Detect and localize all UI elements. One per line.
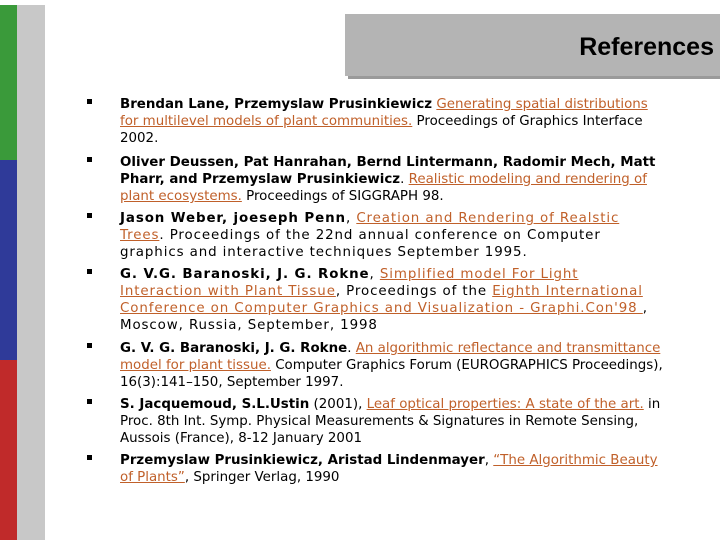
reference-authors: Przemyslaw Prusinkiewicz, Aristad Lindenmayer [120,453,485,468]
reference-details: Proceedings of SIGGRAPH 98. [241,189,444,204]
bullet-icon [87,213,92,218]
reference-text [120,266,665,334]
reference-details: Proceedings of Graphics Interface 2002. [120,114,643,146]
bullet-icon [87,269,92,274]
reference-title-link[interactable]: Simplified model For Light Interaction with Plant Tissue [120,267,579,299]
reference-authors: Oliver Deussen, Pat Hanrahan, Bernd Lintermann, Radomir Mech, Matt Pharr, and Przemyslaw Prusinkiewicz [120,155,656,187]
reference-details: in Proc. 8th Int. Symp. Physical Measurements & Signatures in Remote Sensing, Aussois (France), 8-12 January 2001 [120,397,661,446]
reference-title-link[interactable]: “The Algorithmic Beauty of Plants” [120,453,658,485]
reference-details: , Springer Verlag, 1990 [184,470,340,485]
reference-text [120,340,665,391]
reference-details: , Moscow, Russia, September, 1998 [120,301,648,333]
reference-separator: , [484,453,494,468]
reference-text [120,210,665,261]
title-banner [345,14,720,76]
reference-authors: G. V.G. Baranoski, J. G. Rokne [120,267,370,282]
slide-title: References [579,33,714,61]
reference-authors: S. Jacquemoud, S.L.Ustin [120,397,310,412]
reference-authors: G. V. G. Baranoski, J. G. Rokne [120,341,348,356]
bullet-icon [87,399,92,404]
reference-text [120,154,665,205]
reference-text [120,396,665,447]
accent-bar-red [0,360,17,540]
reference-separator: , [369,267,380,282]
conference-link[interactable]: Eighth International Conference on Computer Graphics and Visualization - Graphi.Con'98 [120,284,643,316]
accent-bar-gray [17,5,45,540]
reference-authors: Brendan Lane, Przemyslaw Prusinkiewicz [120,97,433,112]
reference-title-link[interactable]: Leaf optical properties: A state of the art. [366,397,644,412]
bullet-icon [87,99,92,104]
reference-details: Computer Graphics Forum (EUROGRAPHICS Proceedings), 16(3):141–150, September 1997. [120,358,663,390]
accent-bar-blue [0,160,17,360]
reference-title-link[interactable]: Realistic modeling and rendering of plant ecosystems. [120,172,647,204]
bullet-icon [87,455,92,460]
reference-separator: (2001), [309,397,367,412]
reference-title-link[interactable]: An algorithmic reflectance and transmittance model for plant tissue. [120,341,661,373]
reference-title-link[interactable]: Creation and Rendering of Realstic Trees [120,211,620,243]
bullet-icon [87,157,92,162]
accent-bar-green [0,5,17,160]
reference-authors: Jason Weber, joeseph Penn [120,211,346,226]
reference-separator: , [345,211,357,226]
reference-details: , Proceedings of the [335,284,493,299]
reference-title-link[interactable]: Generating spatial distributions for multilevel models of plant communities. [120,97,648,129]
reference-separator: . [347,341,356,356]
reference-details: . Proceedings of the 22nd annual conference on Computer graphics and interactive techniques September 1995. [120,228,601,260]
reference-text [120,96,665,147]
reference-separator: . [400,172,409,187]
bullet-icon [87,343,92,348]
reference-text [120,452,665,486]
